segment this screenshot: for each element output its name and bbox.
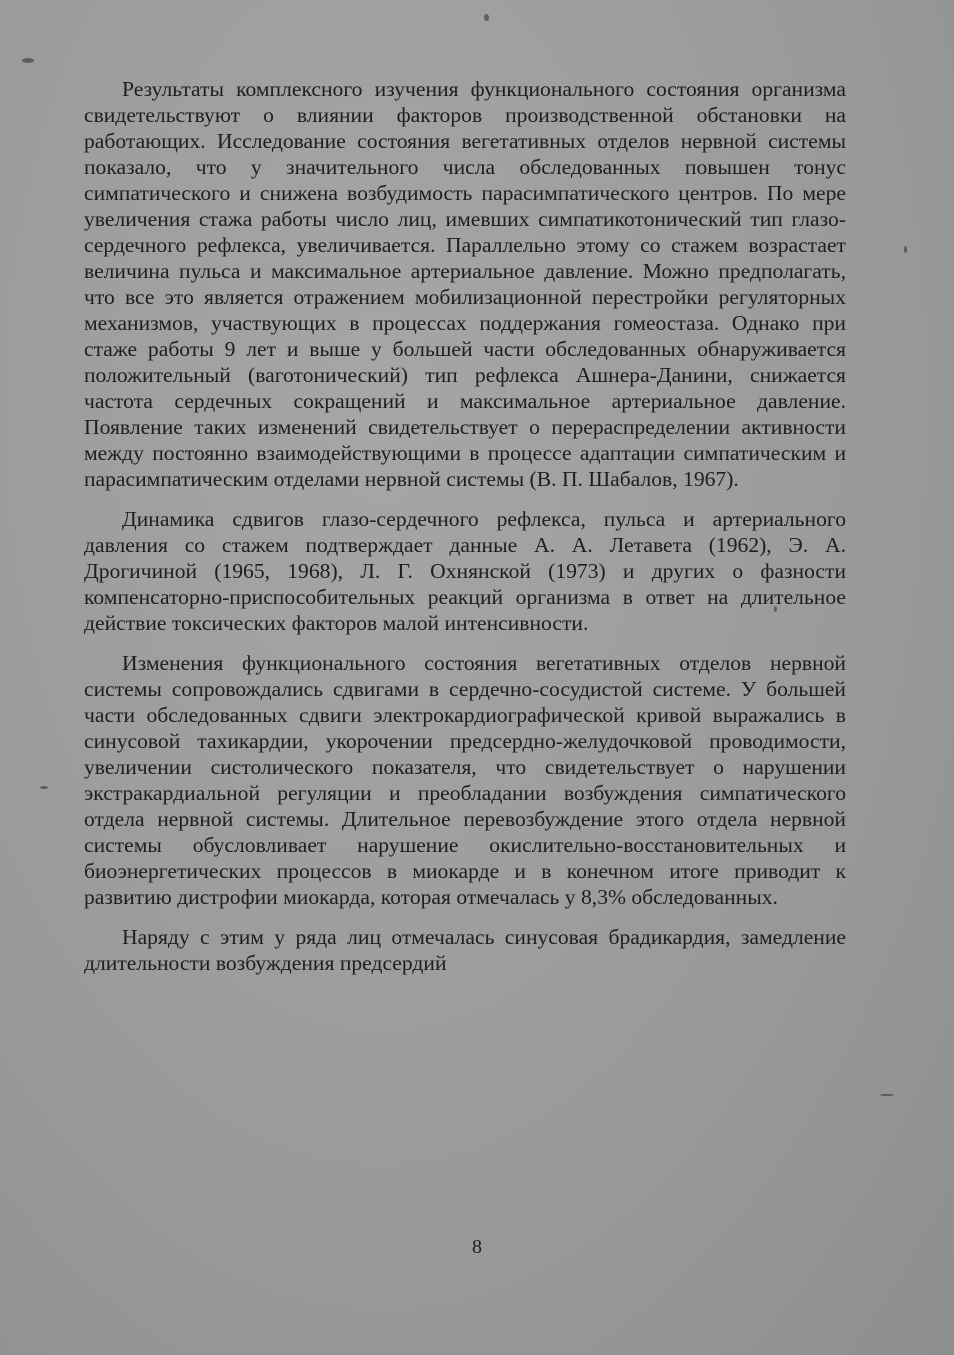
scan-speck: [484, 14, 489, 21]
page-number: 8: [472, 1236, 482, 1258]
scan-speck: [904, 246, 907, 253]
scan-speck: [22, 58, 34, 63]
body-text: [84, 76, 846, 976]
paragraph: Изменения функционального состояния вегетативных отделов нервной системы сопровождались сдвигами в сердечно-сосудистой системе. У большей части обследованных сдвиги электрокардиографической кривой выражались в синусовой тахикардии, укорочении предсердно-желудочковой проводимости, увеличении систолического показателя, что свидетельствует о нарушении экстракардиальной регуляции и преобладании возбуждения симпатического отдела нервной системы. Длительное перевозбуждение этого отдела нервной системы обусловливает нарушение окислительно-восстановительных и биоэнергетических процессов в миокарде и в конечном итоге приводит к развитию дистрофии миокарда, которая отмечалась у 8,3% обследованных.: [84, 651, 846, 909]
paragraph: Результаты комплексного изучения функционального состояния организма свидетельствуют о влиянии факторов производственной обстановки на работающих. Исследование состояния вегетативных отделов нервной системы показало, что у значительного числа обследованных повышен тонус симпатического и снижена возбудимость парасимпатического центров. По мере увеличения стажа работы число лиц, имевших симпатикотонический тип глазо-сердечного рефлекса, увеличивается. Параллельно этому со стажем возрастает величина пульса и максимальное артериальное давление. Можно предполагать, что все это является отражением мобилизационной перестройки регуляторных механизмов, участвующих в процессах поддержания гомеостаза. Однако при стаже работы 9 лет и выше у большей части обследованных обнаруживается положительный (ваготонический) тип рефлекса Ашнера-Данини, снижается частота сердечных сокращений и максимальное артериальное давление. Появление таких изменений свидетельствует о перераспределении активности между постоянно взаимодействующими в процессе адаптации симпатическим и парасимпатическим отделами нервной системы (В. П. Шабалов, 1967).: [84, 77, 846, 491]
paragraph: Динамика сдвигов глазо-сердечного рефлекса, пульса и артериального давления со стажем подтверждает данные А. А. Летавета (1962), Э. А. Дрогичиной (1965, 1968), Л. Г. Охнянской (1973) и других о фазности компенсаторно-приспособительных реакций организма в ответ на длительное действие токсических факторов малой интенсивности.: [84, 507, 846, 635]
scan-speck: [40, 786, 48, 789]
scan-speck: [880, 1094, 894, 1096]
paragraph: Наряду с этим у ряда лиц отмечалась синусовая брадикардия, замедление длительности возбуждения предсердий: [84, 925, 846, 975]
